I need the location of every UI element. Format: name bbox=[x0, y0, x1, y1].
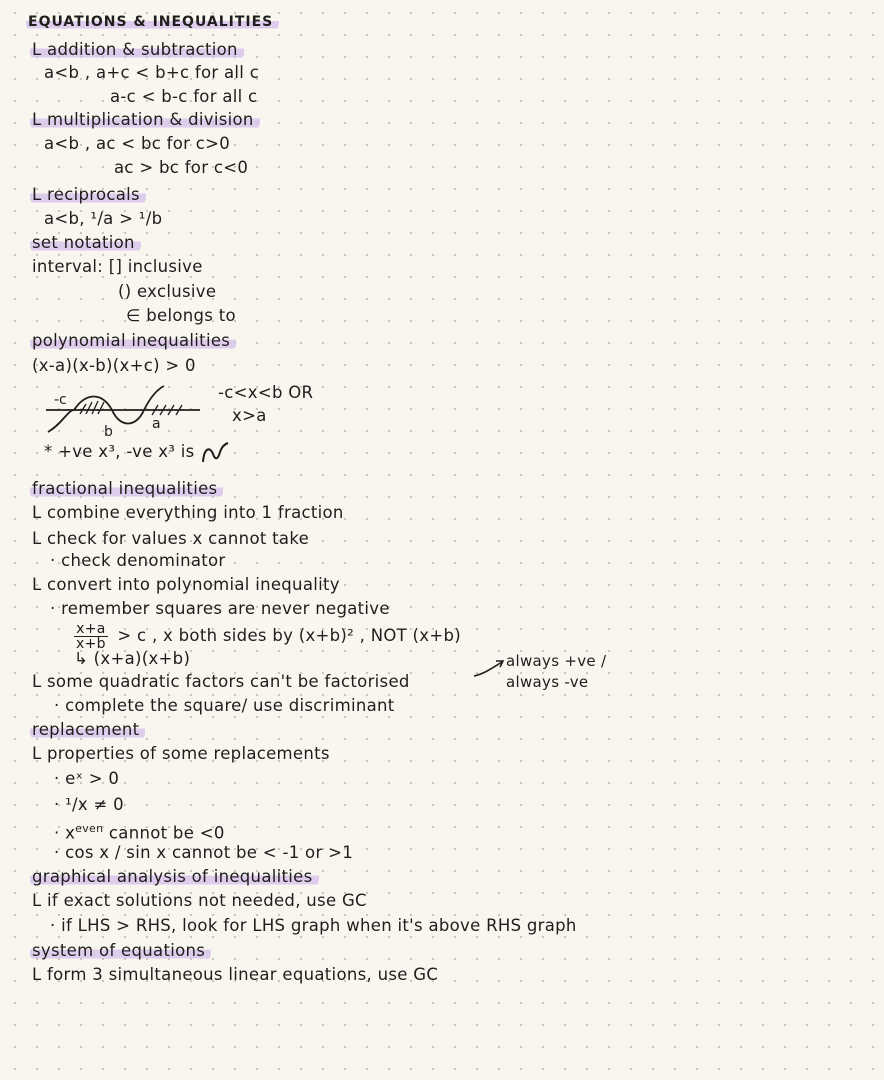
interval-exclusive: () exclusive bbox=[118, 282, 217, 301]
polynomial-example: (x-a)(x-b)(x+c) > 0 bbox=[32, 356, 196, 375]
addition-rule-1: a<b , a+c < b+c for all c bbox=[44, 63, 260, 82]
shaded-region-left bbox=[80, 401, 104, 414]
belongs-to: ∈ belongs to bbox=[126, 306, 236, 325]
cubic-shape-note: * +ve x³, -ve x³ is bbox=[44, 442, 195, 461]
heading-system-of-equations: system of equations bbox=[30, 941, 211, 960]
fraction-result: ↳ (x+a)(x+b) bbox=[74, 649, 191, 668]
squares-never-negative: · remember squares are never negative bbox=[50, 599, 390, 618]
fraction-step-combine: L combine everything into 1 fraction bbox=[32, 503, 344, 522]
reciprocal-rule: a<b, ¹/a > ¹/b bbox=[44, 209, 163, 228]
page-title: EQUATIONS & INEQUALITIES bbox=[26, 14, 279, 30]
fraction-expression: $\frac{x+a}{x+b}$ bbox=[76, 621, 106, 652]
use-gc-note: L if exact solutions not needed, use GC bbox=[32, 891, 367, 910]
reciprocal-nonzero: · ¹/x ≠ 0 bbox=[54, 795, 124, 814]
arrow-icon bbox=[470, 656, 510, 680]
heading-addition-subtraction: L addition & subtraction bbox=[30, 40, 244, 59]
cubic-sketch bbox=[40, 384, 220, 440]
fraction-example: $\frac{x+a}{x+b}$ > c , x both sides by (x+b)² , NOT (x+b) bbox=[76, 621, 461, 652]
replacement-properties: L properties of some replacements bbox=[32, 744, 330, 763]
trig-bounds-note: · cos x / sin x cannot be < -1 or >1 bbox=[54, 843, 353, 862]
root-label-c: -c bbox=[54, 392, 67, 408]
multiplication-rule-1: a<b , ac < bc for c>0 bbox=[44, 134, 231, 153]
complete-square-note: · complete the square/ use discriminant bbox=[54, 696, 395, 715]
interval-inclusive: interval: [] inclusive bbox=[32, 257, 203, 276]
multiplication-rule-2: ac > bc for c<0 bbox=[114, 158, 249, 177]
fraction-check-denominator: · check denominator bbox=[50, 551, 226, 570]
solution-line-1: -c<x<b OR bbox=[218, 383, 314, 402]
heading-graphical-analysis: graphical analysis of inequalities bbox=[30, 867, 319, 886]
heading-replacement: replacement bbox=[30, 720, 145, 739]
even-power-note: · $x^{even}$ cannot be <0 bbox=[54, 822, 225, 843]
simultaneous-equations-note: L form 3 simultaneous linear equations, use GC bbox=[32, 965, 439, 984]
addition-rule-2: a-c < b-c for all c bbox=[110, 87, 258, 106]
root-label-a: a bbox=[152, 416, 161, 432]
always-positive-note: always +ve / bbox=[506, 652, 607, 670]
root-label-b: b bbox=[104, 424, 113, 440]
lhs-rhs-note: · if LHS > RHS, look for LHS graph when it's above RHS graph bbox=[50, 916, 577, 935]
always-negative-note: always -ve bbox=[506, 673, 589, 691]
solution-line-2: x>a bbox=[232, 406, 267, 425]
fraction-step-check: L check for values x cannot take bbox=[32, 529, 310, 548]
quadratic-factors-note: L some quadratic factors can't be factorised bbox=[32, 672, 410, 691]
heading-polynomial-inequalities: polynomial inequalities bbox=[30, 331, 236, 350]
heading-set-notation: set notation bbox=[30, 233, 141, 252]
heading-fractional-inequalities: fractional inequalities bbox=[30, 479, 223, 498]
heading-multiplication-division: L multiplication & division bbox=[30, 110, 260, 129]
fraction-step-convert: L convert into polynomial inequality bbox=[32, 575, 340, 594]
negative-cubic-icon bbox=[200, 442, 230, 464]
exp-positive: · eˣ > 0 bbox=[54, 769, 120, 788]
heading-reciprocals: L reciprocals bbox=[30, 185, 146, 204]
